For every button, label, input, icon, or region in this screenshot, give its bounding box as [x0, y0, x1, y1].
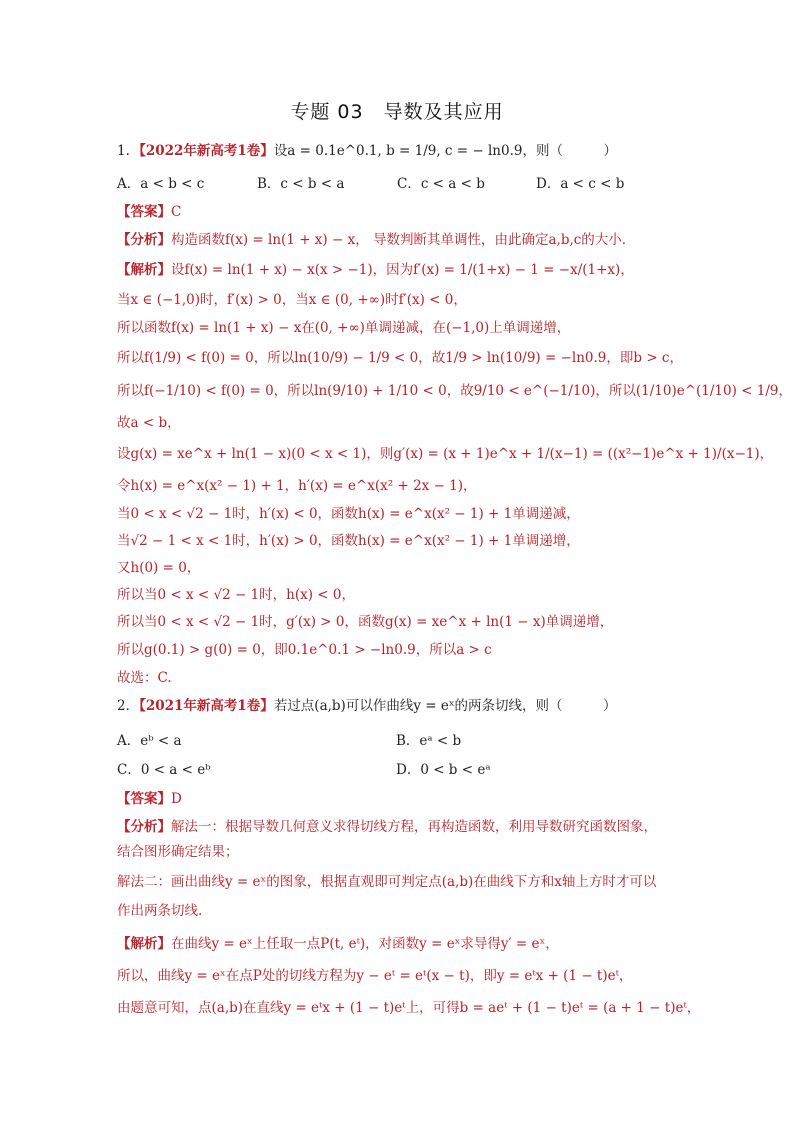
analysis-text: 构造函数f(x) = ln(1 + x) − x， 导数判断其单调性，由此确定a,b,c的大小.	[171, 232, 627, 248]
q1-solution-line: 又h(0) = 0，	[117, 560, 201, 576]
q1-analysis	[117, 230, 754, 250]
answer-label: 【答案】	[117, 791, 171, 807]
q2-answer	[117, 789, 754, 809]
q1-solution-line: 所以函数f(x) = ln(1 + x) − x在(0, +∞)单调递减，在(−1,0)上单调递增，	[117, 320, 571, 336]
q1-solution-line: 当√2 − 1 < x < 1时，h′(x) > 0，函数h(x) = e^x(x² − 1) + 1单调递增，	[117, 533, 580, 549]
q2-solution-line: 由题意可知，点(a,b)在直线y = eᵗx + (1 − t)eᵗ上，可得b = aeᵗ + (1 − t)eᵗ = (a + 1 − t)eᵗ，	[117, 1000, 701, 1016]
q1-solution-line: 所以当0 < x < √2 − 1时，h(x) < 0，	[117, 587, 355, 603]
analysis-text: 解法一：根据导数几何意义求得切线方程，再构造函数，利用导数研究函数图象，	[171, 819, 657, 835]
analysis-label: 【分析】	[117, 232, 171, 248]
question-number: 1．	[117, 143, 140, 159]
q1-solution-line: 令h(x) = e^x(x² − 1) + 1，h′(x) = e^x(x² + 2x − 1)，	[117, 478, 477, 494]
q1-solution-line	[117, 260, 754, 280]
answer-label: 【答案】	[117, 204, 171, 220]
question-source: 【2022年新高考1卷】	[139, 143, 274, 159]
answer-value: C	[171, 204, 182, 220]
q2-option-d: D．0 < b < eᵃ	[396, 762, 491, 778]
question-number: 2．	[117, 698, 140, 714]
q2-analysis	[117, 817, 754, 837]
q1-solution-line: 设g(x) = xe^x + ln(1 − x)(0 < x < 1)，则g′(x) = (x + 1)e^x + 1/(x−1) = ((x²−1)e^x + 1)/(x−1)，	[117, 446, 774, 462]
q2-option-a: A．eᵇ < a	[117, 733, 182, 749]
q1-solution-line: 故选：C.	[117, 670, 172, 686]
q2-analysis-line: 解法二：画出曲线y = eˣ的图象，根据直观即可判定点(a,b)在曲线下方和x轴上方时才可以	[117, 874, 657, 890]
q1-option-d: D．a < c < b	[536, 176, 625, 192]
analysis-label: 【分析】	[117, 819, 171, 835]
solution-text: 在曲线y = eˣ上任取一点P(t, eᵗ)，对函数y = eˣ求导得y′ = eˣ，	[171, 936, 559, 952]
q1-solution-line: 所以f(1/9) < f(0) = 0，所以ln(10/9) − 1/9 < 0，故1/9 > ln(10/9) = −ln0.9，即b > c，	[117, 350, 683, 366]
q1-option-c: C．c < a < b	[397, 176, 485, 192]
solution-label: 【解析】	[117, 936, 171, 952]
q2-solution-line: 所以，曲线y = eˣ在点P处的切线方程为y − eᵗ = eᵗ(x − t)，即y = eᵗx + (1 − t)eᵗ，	[117, 968, 633, 984]
question-1-stem	[117, 141, 754, 161]
answer-value: D	[171, 791, 182, 807]
solution-text: 设f(x) = ln(1 + x) − x(x > −1)，因为f′(x) = 1/(1+x) − 1 = −x/(1+x)，	[171, 262, 634, 278]
q1-solution-line: 当0 < x < √2 − 1时，h′(x) < 0，函数h(x) = e^x(x² − 1) + 1单调递减，	[117, 506, 580, 522]
q2-solution-line	[117, 934, 754, 954]
solution-label: 【解析】	[117, 262, 171, 278]
question-source: 【2021年新高考1卷】	[139, 698, 274, 714]
q1-solution-line: 所以g(0.1) > g(0) = 0，即0.1e^0.1 > −ln0.9，所以a > c	[117, 642, 492, 658]
question-text: 若过点(a,b)可以作曲线y = eˣ的两条切线，则（ ）	[273, 698, 617, 714]
q1-solution-line: 故a < b，	[117, 415, 181, 431]
question-text: 设a = 0.1e^0.1, b = 1/9, c = − ln0.9，则（ ）	[273, 143, 617, 159]
q1-answer	[117, 202, 754, 222]
question-2-stem	[117, 696, 754, 716]
q1-option-a: A．a < b < c	[117, 176, 205, 192]
q2-option-b: B．eᵃ < b	[396, 733, 462, 749]
page-title: 专题 03 导数及其应用	[290, 101, 504, 123]
q1-solution-line: 当x ∈ (−1,0)时，f′(x) > 0，当x ∈ (0, +∞)时f′(x) < 0，	[117, 292, 467, 308]
q1-option-b: B．c < b < a	[257, 176, 345, 192]
q2-option-c: C．0 < a < eᵇ	[117, 762, 211, 778]
q1-solution-line: 所以f(−1/10) < f(0) = 0，所以ln(9/10) + 1/10 < 0，故9/10 < e^(−1/10)，所以(1/10)e^(1/10) < 1/9，	[117, 383, 792, 399]
q1-solution-line: 所以当0 < x < √2 − 1时，g′(x) > 0，函数g(x) = xe^x + ln(1 − x)单调递增，	[117, 614, 614, 630]
q2-analysis-line: 结合图形确定结果；	[117, 844, 239, 860]
q2-analysis-line: 作出两条切线.	[117, 903, 203, 919]
